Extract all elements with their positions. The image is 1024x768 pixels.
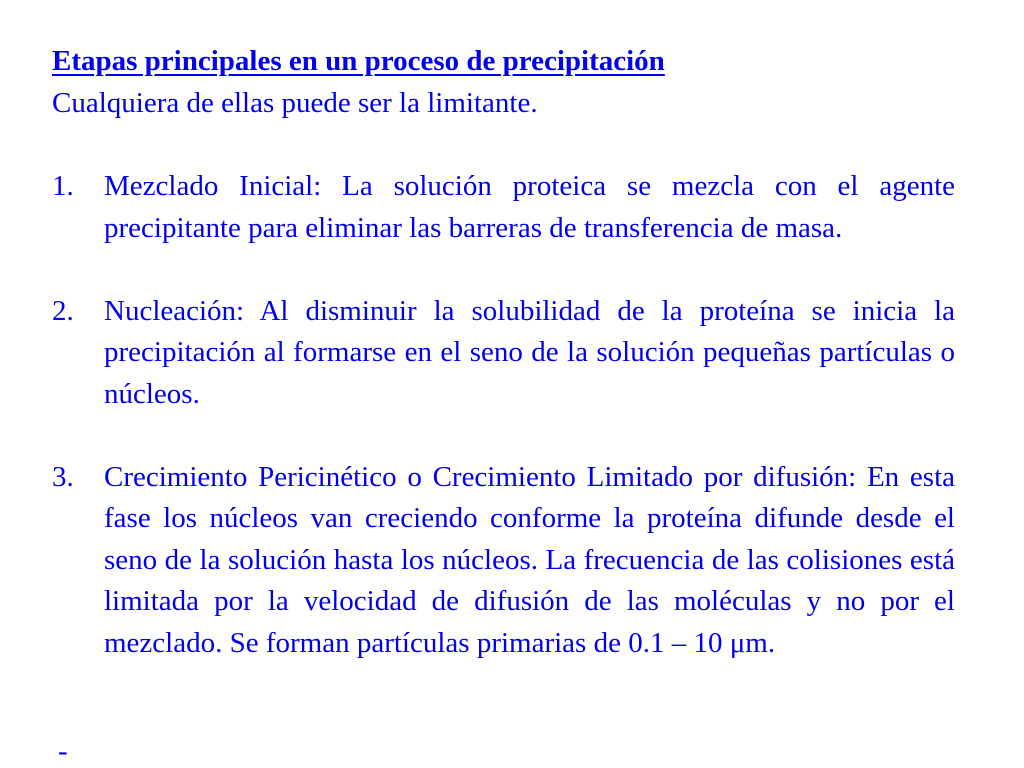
step-number: 1. bbox=[52, 170, 74, 202]
slide-title: Etapas principales en un proceso de precipitación bbox=[52, 45, 665, 77]
step-number: 2. bbox=[52, 294, 74, 327]
step-text: Mezclado Inicial: La solución proteica se mezcla con el agente precipitante para eliminar las barreras de transferencia de masa. bbox=[104, 170, 955, 244]
trailing-dash: - bbox=[58, 735, 68, 767]
slide-subtitle: Cualquiera de ellas puede ser la limitante. bbox=[52, 87, 538, 119]
steps-list bbox=[52, 166, 955, 706]
step-item-2 bbox=[52, 291, 955, 416]
step-text: Nucleación: Al disminuir la solubilidad de la proteína se inicia la precipitación al formarse en el seno de la solución pequeñas partículas o núcleos. bbox=[104, 294, 955, 410]
step-number: 3. bbox=[52, 460, 74, 493]
step-item-3 bbox=[52, 457, 955, 665]
step-text: Crecimiento Pericinético o Crecimiento Limitado por difusión: En esta fase los núcleos van creciendo conforme la proteína difunde desde el seno de la solución hasta los núcleos. La frecuencia de las colisiones está limitada por la velocidad de difusión de las moléculas y no por el mezclado. Se forman partículas primarias de 0.1 – 10 μm. bbox=[104, 460, 955, 659]
step-item-1 bbox=[52, 166, 955, 249]
